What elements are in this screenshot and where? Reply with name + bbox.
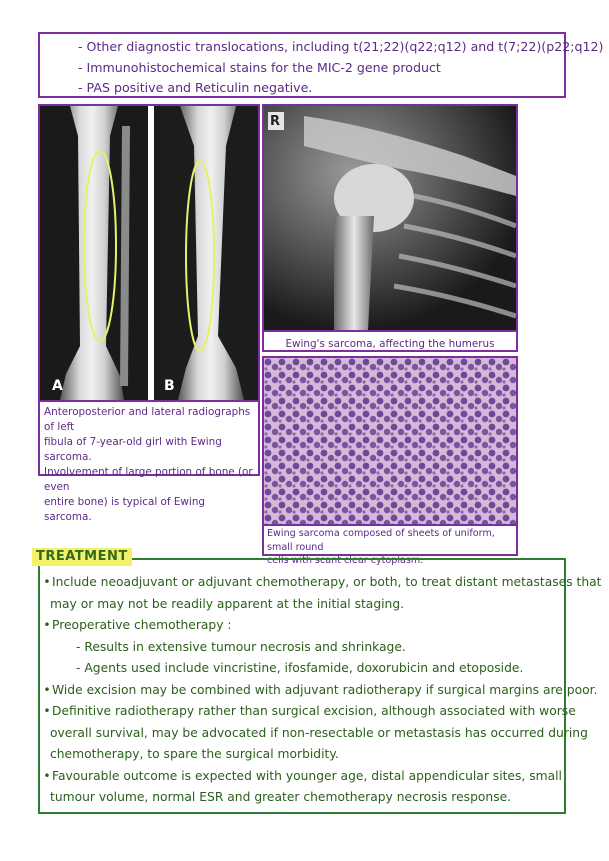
bullet-dot-icon: • <box>43 768 51 783</box>
treatment-continuation: chemotherapy, to spare the surgical morbidity. <box>50 747 339 761</box>
bullet-dot-icon: • <box>43 575 51 589</box>
treatment-heading: TREATMENT <box>32 548 132 566</box>
caption-line: Ewing sarcoma composed of sheets of uniform, small round <box>267 528 495 553</box>
treatment-bullet: •Favourable outcome is expected with younger age, distal appendicular sites, small <box>40 766 558 788</box>
bullet-dot-icon: • <box>43 704 51 718</box>
treatment-continuation: may or may not be readily apparent at the initial staging. <box>50 596 405 611</box>
panel-label-a: A <box>52 378 63 394</box>
caption-line: Involvement of large portion of bone (or even <box>44 466 253 493</box>
treatment-continuation: tumour volume, normal ESR and greater chemotherapy necrosis response. <box>50 790 512 804</box>
caption-line: Anteroposterior and lateral radiographs of left <box>44 406 251 433</box>
bullet-dot-icon: • <box>43 618 51 632</box>
caption-text: Ewing's sarcoma, affecting the humerus <box>285 338 495 350</box>
treatment-box <box>38 558 602 814</box>
treatment-continuation: overall survival, may be advocated if non-resectable or metastasis has occurred during <box>50 725 588 740</box>
side-marker: R <box>270 114 281 129</box>
histology-drawing <box>264 358 516 524</box>
treatment-bullet: •Definitive radiotherapy rather than surgical excision, although associated with worse <box>40 701 558 723</box>
treatment-bullet: •Preoperative chemotherapy : <box>40 615 558 637</box>
treatment-bullet: •Include neoadjuvant or adjuvant chemotherapy, or both, to treat distant metastases that <box>40 572 558 594</box>
diagnostic-notes-box <box>38 32 604 98</box>
note-line: - Other diagnostic translocations, including t(21;22)(q22;q12) and t(7;22)(p22;q12) <box>78 39 604 54</box>
treatment-subitem: - Results in extensive tumour necrosis and shrinkage. <box>76 639 406 654</box>
shoulder-radiograph-drawing <box>264 106 516 330</box>
leg-radiograph-drawing <box>40 106 258 400</box>
treatment-subitem: - Agents used include vincristine, ifosfamide, doxorubicin and etoposide. <box>76 661 524 675</box>
histology-caption <box>262 524 518 566</box>
caption-line: entire bone) is typical of Ewing sarcoma. <box>44 496 205 523</box>
caption-line: cells with scant clear cytoplasm. <box>267 555 424 566</box>
leg-radiograph-caption <box>38 400 260 523</box>
caption-line: fibula of 7-year-old girl with Ewing sarcoma. <box>44 436 222 463</box>
treatment-bullet: •Wide excision may be combined with adjuvant radiotherapy if surgical margins are poor. <box>40 680 558 702</box>
note-line: - Immunohistochemical stains for the MIC-2 gene product <box>78 59 441 75</box>
histology-image <box>262 356 518 526</box>
bullet-dot-icon: • <box>43 682 51 697</box>
panel-label-b: B <box>164 378 175 394</box>
shoulder-radiograph-image <box>262 104 518 332</box>
shoulder-radiograph-caption <box>262 330 518 352</box>
note-line: - PAS positive and Reticulin negative. <box>78 80 313 95</box>
leg-radiograph-image <box>38 104 260 402</box>
